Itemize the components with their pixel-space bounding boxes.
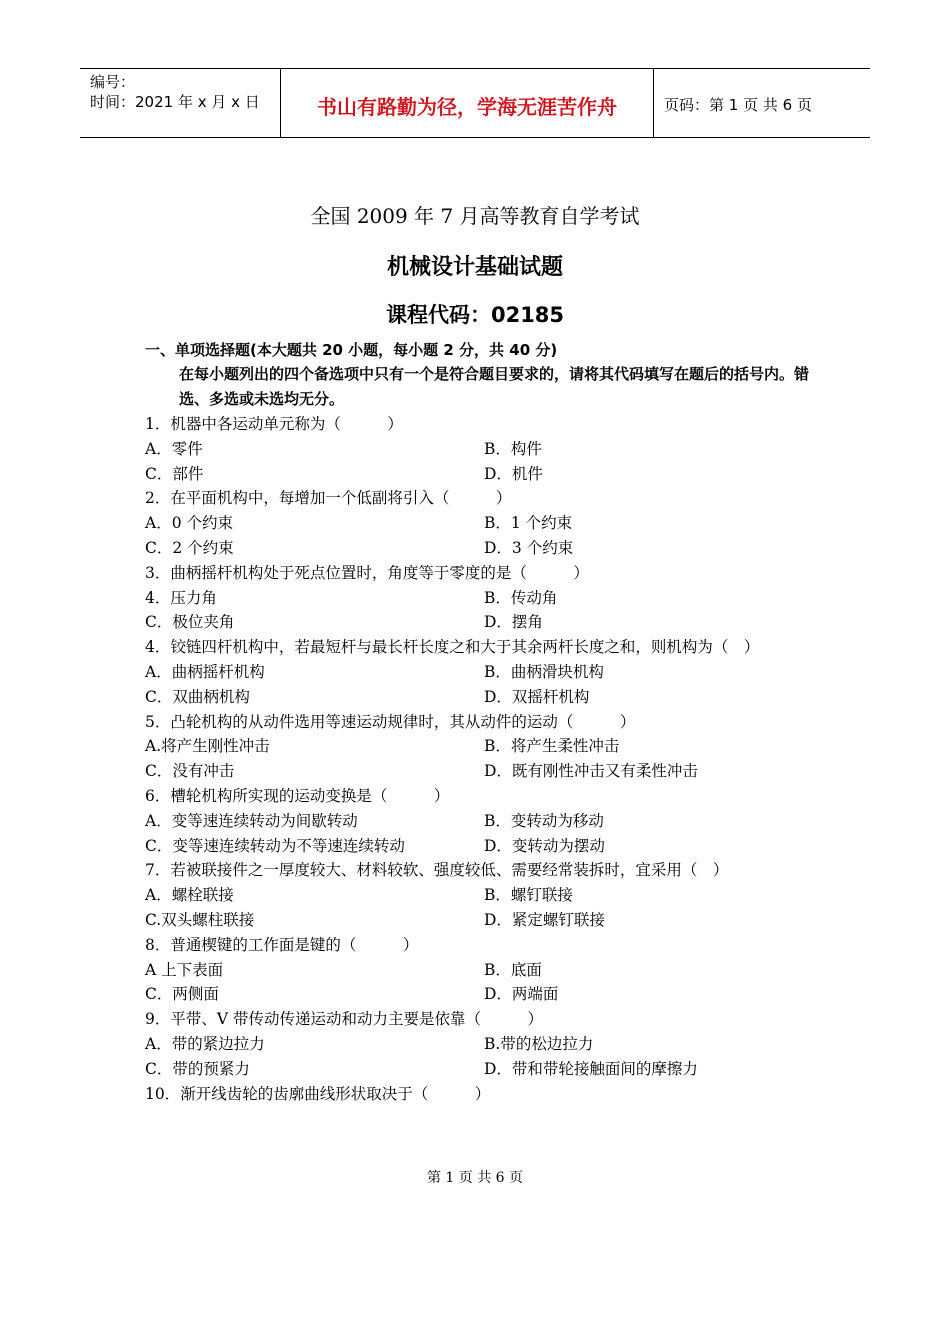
- section-heading: 一、单项选择题(本大题共 20 小题，每小题 2 分，共 40 分): [145, 341, 558, 359]
- option-item: B．将产生柔性冲击: [484, 737, 620, 756]
- question-text: 9．平带、V 带传动传递运动和动力主要是依靠（ ）: [145, 1010, 543, 1029]
- option-item: A 上下表面: [145, 960, 224, 979]
- page-footer: 第 1 页 共 6 页: [426, 1170, 524, 1186]
- option-item: A．变等速连续转动为间歇转动: [145, 811, 358, 830]
- option-item: C．极位夹角: [145, 613, 235, 632]
- time-label: 时间：2021 年 x 月 x 日: [90, 93, 260, 111]
- option-item: 4．压力角: [145, 588, 217, 607]
- option-item: D．变转动为摆动: [484, 836, 605, 855]
- header-middle-cell: [280, 69, 654, 137]
- question-text: 4．铰链四杆机构中，若最短杆与最长杆长度之和大于其余两杆长度之和，则机构为（ ）: [145, 638, 760, 657]
- option-item: A.将产生刚性冲击: [145, 737, 270, 756]
- option-item: B．传动角: [484, 588, 558, 607]
- option-item: D．机件: [484, 464, 543, 483]
- option-item: A．0 个约束: [145, 514, 233, 533]
- page-label: 页码：第 1 页 共 6 页: [664, 96, 812, 114]
- exam-title: 全国 2009 年 7 月高等教育自学考试: [310, 204, 640, 228]
- option-item: B．底面: [484, 960, 542, 979]
- option-item: C．双曲柄机构: [145, 687, 250, 706]
- option-item: C．部件: [145, 464, 204, 483]
- option-row: [145, 734, 815, 759]
- question-text: 10．渐开线齿轮的齿廓曲线形状取决于（ ）: [145, 1084, 491, 1103]
- option-item: C．带的预紧力: [145, 1059, 250, 1078]
- header-left-cell: [80, 69, 280, 137]
- option-item: C．两侧面: [145, 985, 219, 1004]
- option-item: D．两端面: [484, 985, 559, 1004]
- option-row: [145, 958, 815, 983]
- option-row: [145, 1057, 815, 1082]
- option-item: B．1 个约束: [484, 514, 573, 533]
- option-item: B．变转动为移动: [484, 811, 604, 830]
- option-item: D．双摇杆机构: [484, 687, 590, 706]
- option-item: C．2 个约束: [145, 538, 234, 557]
- header-table: [80, 68, 870, 138]
- question-list: [145, 412, 815, 1106]
- subject-title: 机械设计基础试题: [386, 255, 563, 280]
- option-row: [145, 511, 815, 536]
- question-text: 2．在平面机构中，每增加一个低副将引入（ ）: [145, 489, 512, 508]
- question-text: 5．凸轮机构的从动件选用等速运动规律时，其从动件的运动（ ）: [145, 712, 636, 731]
- header-right-cell: [654, 69, 870, 137]
- option-item: D．紧定螺钉联接: [484, 910, 605, 929]
- option-row: [145, 685, 815, 710]
- option-row: [145, 1032, 815, 1057]
- option-item: C．没有冲击: [145, 762, 235, 781]
- option-row: [145, 437, 815, 462]
- option-item: D．既有刚性冲击又有柔性冲击: [484, 762, 698, 781]
- question-text: 3．曲柄摇杆机构处于死点位置时，角度等于零度的是（ ）: [145, 563, 589, 582]
- number-label: 编号：: [90, 73, 136, 91]
- option-item: D．带和带轮接触面间的摩擦力: [484, 1059, 698, 1078]
- option-item: D．3 个约束: [484, 538, 574, 557]
- option-row: [145, 610, 815, 635]
- option-row: [145, 908, 815, 933]
- question-text: 7．若被联接件之一厚度较大、材料较软、强度较低、需要经常装拆时，宜采用（ ）: [145, 861, 729, 880]
- option-item: B．构件: [484, 439, 542, 458]
- question-text: 1．机器中各运动单元称为（ ）: [145, 415, 403, 433]
- course-code: 课程代码：02185: [385, 303, 565, 327]
- option-item: A．螺栓联接: [145, 886, 234, 905]
- option-row: [145, 883, 815, 908]
- option-row: [145, 809, 815, 834]
- option-row: [145, 462, 815, 487]
- question-text: 6．槽轮机构所实现的运动变换是（ ）: [145, 786, 450, 805]
- option-item: D．摆角: [484, 613, 543, 632]
- option-row: [145, 759, 815, 784]
- option-item: C．变等速连续转动为不等速连续转动: [145, 836, 405, 855]
- option-row: [145, 834, 815, 859]
- option-item: A．零件: [145, 439, 203, 458]
- section-instruction: 在每小题列出的四个备选项中只有一个是符合题目要求的，请将其代码填写在题后的括号内。错选、多选或未选均无分。: [179, 365, 810, 408]
- option-item: A．曲柄摇杆机构: [145, 662, 265, 681]
- option-row: [145, 982, 815, 1007]
- option-row: [145, 536, 815, 561]
- option-item: C.双头螺柱联接: [145, 910, 255, 929]
- option-item: B．螺钉联接: [484, 886, 573, 905]
- option-item: A．带的紧边拉力: [145, 1034, 265, 1053]
- question-body: [145, 338, 815, 1106]
- option-row: [145, 586, 815, 611]
- option-row: [145, 660, 815, 685]
- option-item: B.带的松边拉力: [484, 1034, 594, 1053]
- option-item: B．曲柄滑块机构: [484, 662, 604, 681]
- motto-text: 书山有路勤为径，学海无涯苦作舟: [317, 95, 617, 119]
- question-text: 8．普通楔键的工作面是键的（ ）: [145, 935, 419, 954]
